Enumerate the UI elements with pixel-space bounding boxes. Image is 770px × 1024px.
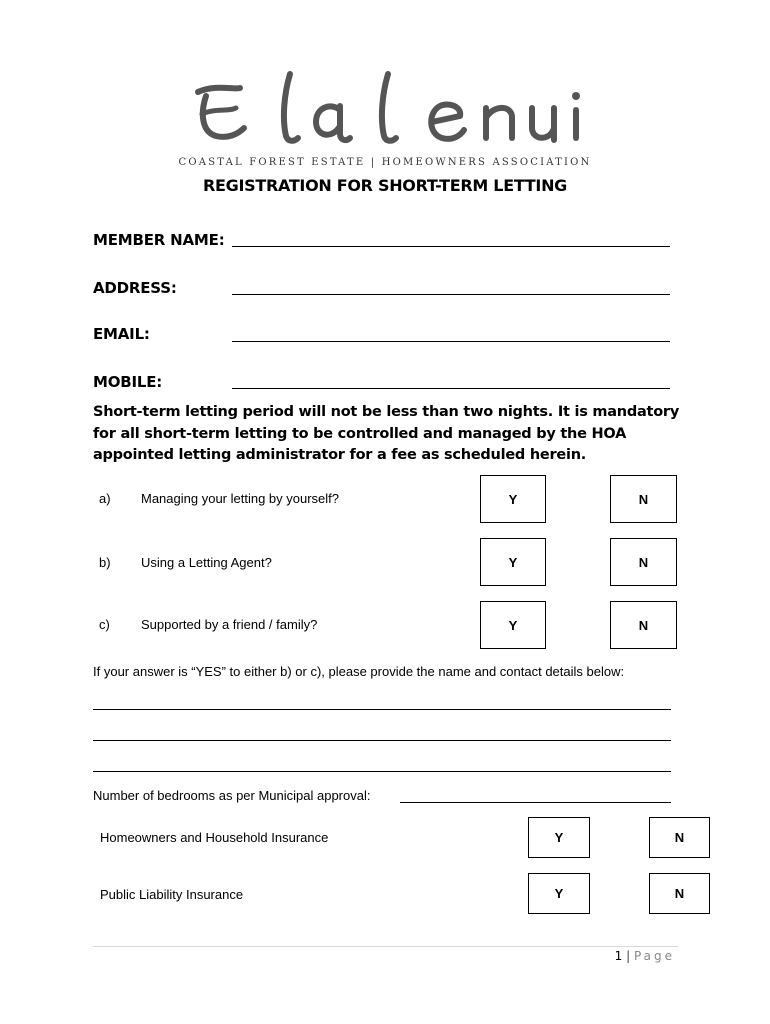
contact-note: If your answer is “YES” to either b) or c), please provide the name and contact details below: bbox=[93, 664, 625, 679]
question-c-text: Supported by a friend / family? bbox=[141, 617, 318, 632]
question-a-letter: a) bbox=[99, 491, 111, 506]
page-separator: | bbox=[626, 949, 631, 963]
question-b-letter: b) bbox=[99, 555, 111, 570]
bedrooms-field[interactable] bbox=[400, 802, 671, 803]
logo-letter-u bbox=[532, 108, 554, 140]
bedrooms-label: Number of bedrooms as per Municipal approval: bbox=[93, 788, 371, 803]
household-insurance-label: Homeowners and Household Insurance bbox=[100, 830, 329, 845]
contact-details-line-3[interactable] bbox=[93, 771, 671, 772]
question-b-yes-box[interactable]: Y bbox=[480, 538, 546, 586]
contact-details-line-2[interactable] bbox=[93, 740, 671, 741]
notice-paragraph: Short-term letting period will not be less than two nights. It is mandatory for all short-term letting to be controlled and managed by the HOA appointed letting administrator for a fee as scheduled herein. bbox=[93, 404, 680, 463]
elaleni-logo bbox=[180, 64, 590, 154]
question-c-no-box[interactable]: N bbox=[610, 601, 677, 649]
logo-letter-n bbox=[486, 108, 512, 138]
address-label: ADDRESS: bbox=[93, 279, 177, 297]
question-a-no-box[interactable]: N bbox=[610, 475, 677, 523]
liability-insurance-yes-box[interactable]: Y bbox=[528, 873, 590, 914]
page-number: 1 bbox=[614, 949, 623, 963]
household-insurance-no-box[interactable]: N bbox=[649, 817, 710, 858]
member-name-label: MEMBER NAME: bbox=[93, 231, 225, 249]
page-footer bbox=[615, 949, 675, 963]
liability-insurance-no-box[interactable]: N bbox=[649, 873, 710, 914]
mobile-field[interactable] bbox=[232, 388, 670, 389]
question-a-text: Managing your letting by yourself? bbox=[141, 491, 340, 506]
logo-letter-l1 bbox=[284, 74, 298, 141]
logo-letter-e1 bbox=[198, 88, 240, 92]
logo-letter-e2 bbox=[431, 104, 464, 138]
question-b-no-box[interactable]: N bbox=[610, 538, 677, 586]
page-word: Page bbox=[633, 949, 675, 963]
tagline: COASTAL FOREST ESTATE | HOMEOWNERS ASSOCIATION bbox=[178, 157, 592, 168]
mobile-label: MOBILE: bbox=[93, 373, 163, 391]
question-c-letter: c) bbox=[99, 617, 110, 632]
household-insurance-yes-box[interactable]: Y bbox=[528, 817, 590, 858]
contact-details-line-1[interactable] bbox=[93, 709, 671, 710]
footer-divider bbox=[93, 946, 678, 947]
question-a-yes-box[interactable]: Y bbox=[480, 475, 546, 523]
logo-letter-e1-bot bbox=[203, 96, 244, 137]
address-field[interactable] bbox=[232, 294, 670, 295]
logo-letter-a1 bbox=[316, 106, 350, 140]
liability-insurance-label: Public Liability Insurance bbox=[100, 887, 244, 902]
logo-letter-e1-mid bbox=[202, 108, 236, 114]
logo-letter-l2 bbox=[382, 74, 396, 141]
question-b-text: Using a Letting Agent? bbox=[141, 555, 272, 570]
form-title: REGISTRATION FOR SHORT-TERM LETTING bbox=[202, 176, 567, 195]
question-c-yes-box[interactable]: Y bbox=[480, 601, 546, 649]
email-label: EMAIL: bbox=[93, 325, 150, 343]
member-name-field[interactable] bbox=[232, 246, 670, 247]
email-field[interactable] bbox=[232, 341, 670, 342]
logo-i-dot bbox=[572, 92, 580, 100]
